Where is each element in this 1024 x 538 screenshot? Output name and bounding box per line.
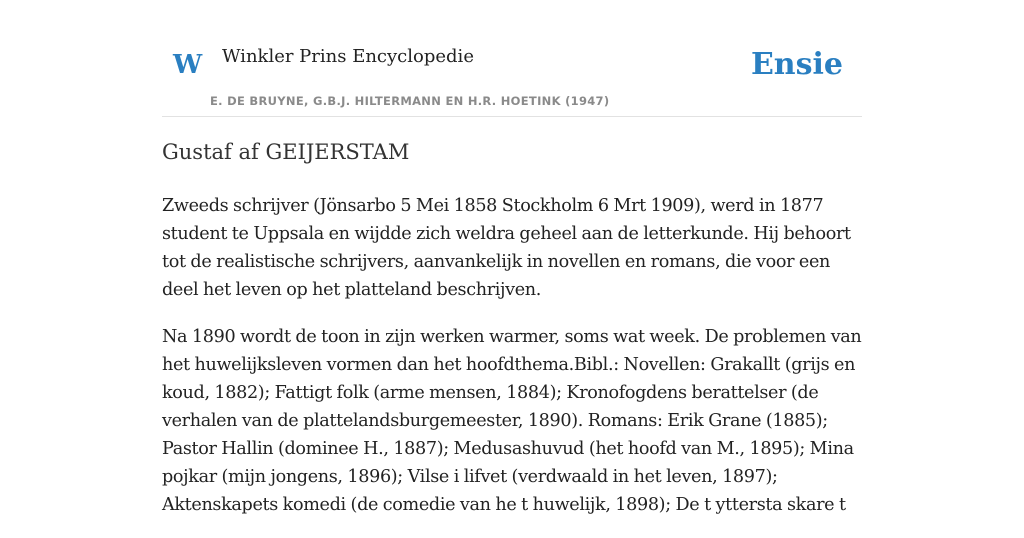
- ensie-brand-logo[interactable]: Ensie: [750, 47, 843, 82]
- source-book-title[interactable]: Winkler Prins Encyclopedie: [222, 46, 474, 67]
- entry-title: Gustaf af GEIJERSTAM: [162, 140, 410, 164]
- entry-body: [162, 192, 862, 538]
- encyclopedia-header: [162, 0, 862, 117]
- entry-paragraph: Zweeds schrijver (Jönsarbo 5 Mei 1858 Stockholm 6 Mrt 1909), werd in 1877 student te Uppsala en wijdde zich weldra geheel aan de letterkunde. Hij behoort tot de realistische schrijvers, aanvankelijk in novellen en romans, die voor een deel het leven op het platteland beschrijven.: [162, 196, 851, 300]
- page: [162, 0, 862, 515]
- entry-paragraph: Na 1890 wordt de toon in zijn werken warmer, soms wat week. De problemen van het huwelijksleven vormen dan het hoofdthema.Bibl.: Novellen: Grakallt (grijs en koud, 1882); Fattigt folk (arme mensen, 1884); Kronofogdens berattelser (de verhalen van de plattelandsburgemeester, 1890). Romans: Erik Grane (1885); Pastor Hallin (dominee H., 1887); Medusashuvud (het hoofd van M., 1895); Mina pojkar (mijn jongens, 1896); Vilse i lifvet (verdwaald in het leven, 1897); Aktenskapets komedi (de comedie van he t huwelijk, 1898); De t yttersta skare t: [162, 327, 862, 515]
- winkler-prins-logo[interactable]: W: [173, 50, 203, 80]
- source-authors: E. DE BRUYNE, G.B.J. HILTERMANN EN H.R. HOETINK (1947): [210, 94, 610, 108]
